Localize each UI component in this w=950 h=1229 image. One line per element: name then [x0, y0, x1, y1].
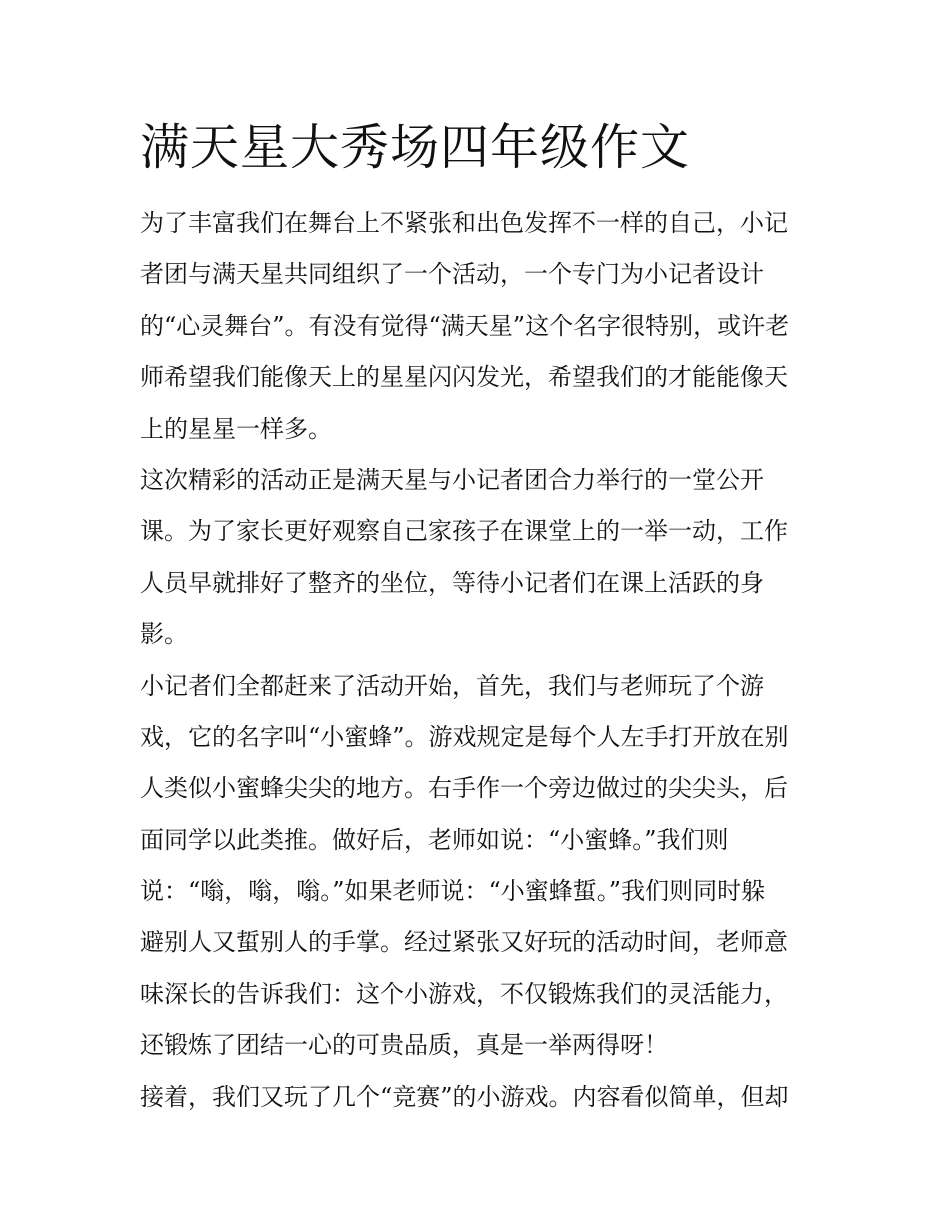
body-line: 为了丰富我们在舞台上不紧张和出色发挥不一样的自己，小记: [140, 209, 788, 237]
body-line: 人员早就排好了整齐的坐位，等待小记者们在课上活跃的身: [140, 568, 764, 597]
body-line: 上的星星一样多。: [140, 414, 332, 443]
body-line: 这次精彩的活动正是满天星与小记者团合力举行的一堂公开: [140, 465, 764, 494]
body-line: 说：“嗡，嗡，嗡。”如果老师说：“小蜜蜂蜇。”我们则同时躲: [140, 877, 766, 906]
body-line: 接着，我们又玩了几个“竞赛”的小游戏。内容看似简单，但却: [140, 1082, 789, 1111]
body-line: 影。: [140, 620, 188, 649]
body-line: 师希望我们能像天上的星星闪闪发光，希望我们的才能能像天: [140, 363, 788, 392]
body-line: 小记者们全都赶来了活动开始，首先，我们与老师玩了个游: [140, 671, 764, 700]
body-line: 的“心灵舞台”。有没有觉得“满天星”这个名字很特别，或许老: [140, 311, 790, 340]
document-title: 满天星大秀场四年级作文: [140, 119, 691, 176]
body-line: 味深长的告诉我们：这个小游戏，不仅锻炼我们的灵活能力，: [140, 979, 788, 1008]
body-line: 还锻炼了团结一心的可贵品质，真是一举两得呀！: [140, 1031, 668, 1060]
body-line: 面同学以此类推。做好后，老师如说：“小蜜蜂。”我们则: [140, 825, 729, 854]
body-line: 避别人又蜇别人的手掌。经过紧张又好玩的活动时间，老师意: [140, 928, 788, 957]
body-line: 戏，它的名字叫“小蜜蜂”。游戏规定是每个人左手打开放在别: [140, 722, 789, 751]
body-line: 人类似小蜜蜂尖尖的地方。右手作一个旁边做过的尖尖头，后: [140, 774, 788, 803]
body-line: 课。为了家长更好观察自己家孩子在课堂上的一举一动，工作: [140, 517, 788, 546]
document-body: [140, 198, 812, 1123]
body-line: 者团与满天星共同组织了一个活动，一个专门为小记者设计: [140, 260, 764, 289]
